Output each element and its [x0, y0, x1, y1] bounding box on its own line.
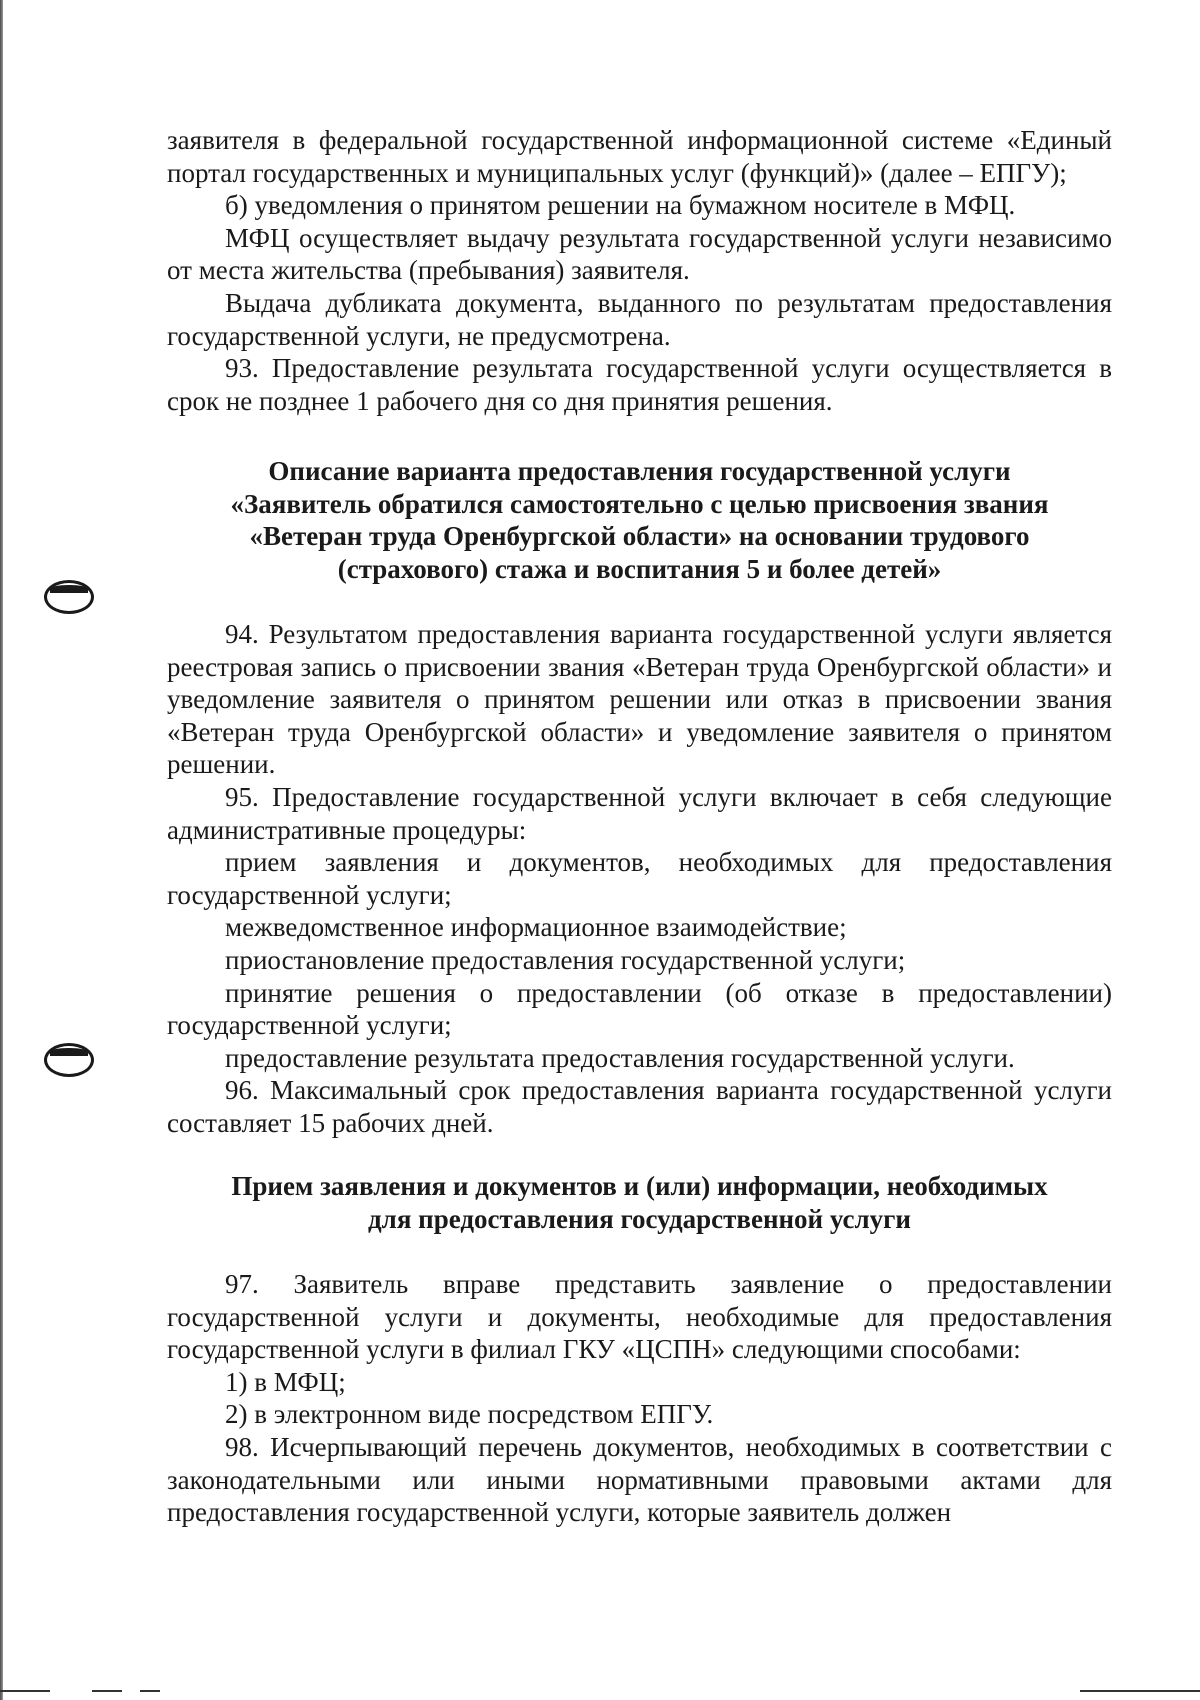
page-left-edge	[0, 0, 3, 1700]
procedure-item: приостановление предоставления государственной услуги;	[225, 944, 906, 975]
paragraph-epgu-continuation: заявителя в федеральной государственной информационной системе «Единый портал государственных и муниципальных услуг (функций)» (далее – ЕПГУ);	[167, 125, 1112, 188]
procedure-item: принятие решения о предоставлении (об отказе в предоставлении) государственной услуги;	[167, 977, 1112, 1041]
heading-application-intake	[167, 1170, 1112, 1235]
section-results-delivery	[167, 124, 1112, 417]
paragraph-95: 95. Предоставление государственной услуги включает в себя следующие административные процедуры:	[167, 781, 1112, 845]
punch-hole-bottom	[44, 1043, 94, 1077]
paragraph-93: 93. Предоставление результата государственной услуги осуществляется в срок не позднее 1 рабочего дня со дня принятия решения.	[167, 353, 1112, 416]
heading-line: Описание варианта предоставления государственной услуги	[268, 456, 1011, 486]
bottom-scan-marks	[0, 1690, 1200, 1693]
paragraph-duplicate: Выдача дубликата документа, выданного по результатам предоставления государственной услуги, не предусмотрена.	[167, 287, 1112, 351]
heading-line: «Ветеран труда Оренбургской области» на основании трудового	[249, 521, 1030, 552]
heading-line: для предоставления государственной услуги	[368, 1203, 911, 1234]
method-item: 1) в МФЦ;	[225, 1366, 346, 1397]
paragraph-96: 96. Максимальный срок предоставления варианта государственной услуги составляет 15 рабочих дней.	[167, 1075, 1112, 1138]
paragraph-mfc-issuance: МФЦ осуществляет выдачу результата государственной услуги независимо от места жительства (пребывания) заявителя.	[167, 222, 1112, 286]
procedure-item: межведомственное информационное взаимодействие;	[225, 912, 847, 943]
paragraph-98: 98. Исчерпывающий перечень документов, необходимых в соответствии с законодательными или иными нормативными правовыми актами для предоставления государственной услуги, которые заявитель должен	[167, 1431, 1112, 1528]
punch-hole-top	[44, 580, 94, 614]
paragraph-97: 97. Заявитель вправе представить заявление о предоставлении государственной услуги и документы, необходимые для предоставления государственной услуги в филиал ГКУ «ЦСПН» следующими способами:	[167, 1269, 1112, 1365]
heading-line: Прием заявления и документов и (или) информации, необходимых	[231, 1171, 1048, 1201]
paragraph-94: 94. Результатом предоставления варианта государственной услуги является реестровая запись о присвоении звания «Ветеран труда Оренбургской области» и уведомление заявителя о принятом решении или отказ в присвоении звания «Ветеран труда Оренбургской области» и уведомление заявителя о принятом решении.	[167, 619, 1112, 780]
heading-service-variant	[167, 455, 1112, 585]
heading-line: (страхового) стажа и воспитания 5 и более детей»	[337, 553, 942, 584]
paragraph-paper-notice: б) уведомления о принятом решении на бумажном носителе в МФЦ.	[225, 190, 1016, 221]
procedure-item: предоставление результата предоставления государственной услуги.	[225, 1042, 1015, 1073]
section-variant-description	[167, 618, 1112, 1140]
section-submission-methods	[167, 1268, 1112, 1529]
method-item: 2) в электронном виде посредством ЕПГУ.	[225, 1399, 714, 1430]
heading-line: «Заявитель обратился самостоятельно с целью присвоения звания	[230, 488, 1049, 519]
procedure-item: прием заявления и документов, необходимых для предоставления государственной услуги;	[167, 847, 1112, 910]
